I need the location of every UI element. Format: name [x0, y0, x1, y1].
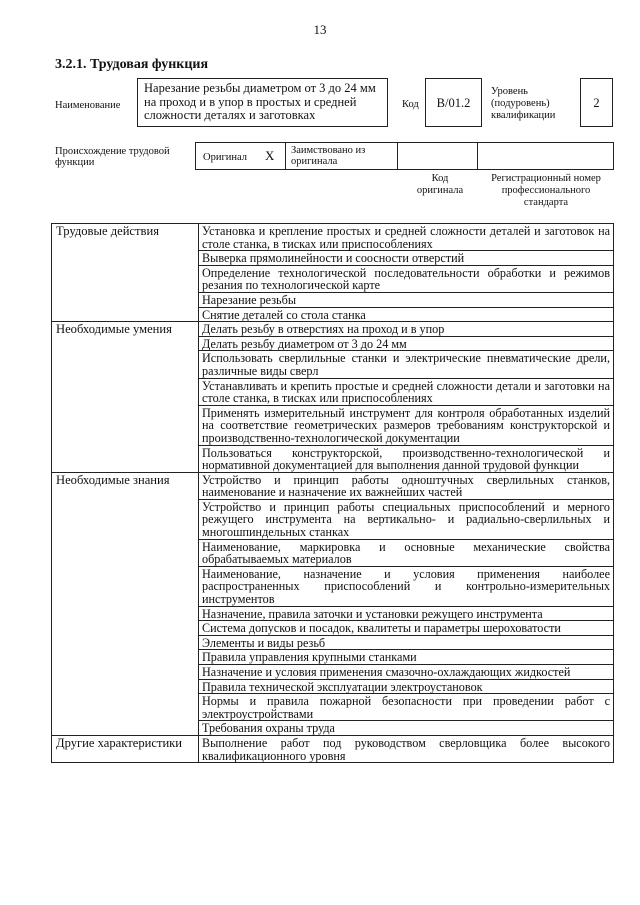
- category-cell: Другие характеристики: [52, 735, 199, 762]
- borrowed-label: [291, 145, 365, 167]
- function-name-box: [137, 78, 388, 127]
- item-cell: Определение технологической последовательности обработки и режимов резания по технологической карте: [199, 265, 614, 292]
- item-cell: Назначение, правила заточки и установки режущего инструмента: [199, 606, 614, 621]
- reg-caption-line: стандарта: [523, 197, 569, 208]
- level-value-box: [580, 78, 613, 127]
- item-cell: Делать резьбу диаметром от 3 до 24 мм: [199, 336, 614, 351]
- original-mark: X: [265, 148, 275, 163]
- code-value-box: [425, 78, 482, 127]
- item-cell: Выполнение работ под руководством сверловщика более высокого квалификационного уровня: [199, 735, 614, 762]
- origin-divider: [285, 142, 286, 170]
- name-label: Наименование: [55, 100, 121, 111]
- item-cell: Назначение и условия применения смазочно-охлаждающих жидкостей: [199, 665, 614, 680]
- item-cell: Нормы и правила пожарной безопасности при проведении работ с электроустройствами: [199, 694, 614, 721]
- table-row: [52, 735, 614, 762]
- item-cell: Делать резьбу в отверстиях на проход и в упор: [199, 322, 614, 337]
- reg-caption: [478, 173, 614, 209]
- item-cell: Устанавливать и крепить простые и средней сложности детали и заготовки на столе станка, в тисках или приспособлениях: [199, 378, 614, 405]
- level-label-line: Уровень: [491, 86, 528, 97]
- origin-divider: [477, 142, 478, 170]
- table-row: [52, 224, 614, 251]
- origin-label-line: Происхождение трудовой: [55, 146, 170, 157]
- page-number: 13: [313, 22, 327, 37]
- item-cell: Правила технической эксплуатации электроустановок: [199, 679, 614, 694]
- table-row: [52, 472, 614, 499]
- origin-label: [55, 146, 170, 168]
- item-cell: Использовать сверлильные станки и электрические пневматические дрели, различные виды сверл: [199, 351, 614, 378]
- item-cell: Выверка прямолинейности и соосности отверстий: [199, 251, 614, 266]
- original-label: Оригинал: [203, 152, 247, 163]
- item-cell: Снятие деталей со стола станка: [199, 307, 614, 322]
- item-cell: Система допусков и посадок, квалитеты и параметры шероховатости: [199, 621, 614, 636]
- origin-label-line: функции: [55, 157, 95, 168]
- category-cell: Необходимые умения: [52, 322, 199, 473]
- origin-box: [195, 142, 614, 170]
- item-cell: Устройство и принцип работы одноштучных сверлильных станков, наименование и назначение их важнейших частей: [199, 472, 614, 499]
- item-cell: Устройство и принцип работы специальных приспособлений и мерного режущего инструмента на вертикально- и радиально-сверлильных и многошпиндельных станках: [199, 499, 614, 539]
- function-name-line: сложности деталях и заготовках: [144, 108, 316, 122]
- code-value: В/01.2: [436, 96, 471, 110]
- level-label-line: (подуровень): [491, 98, 550, 109]
- item-cell: Пользоваться конструкторской, производственно-технологической и нормативной документацией для выполнения данной трудовой функции: [199, 445, 614, 472]
- function-name-line: на проход и в упор в простых и средней: [144, 94, 357, 109]
- item-cell: Требования охраны труда: [199, 721, 614, 736]
- category-cell: Необходимые знания: [52, 472, 199, 735]
- item-cell: Установка и крепление простых и средней сложности деталей и заготовок на столе станка, в тисках или приспособлениях: [199, 224, 614, 251]
- reg-caption-line: профессионального: [501, 185, 591, 196]
- code-label: Код: [402, 99, 419, 110]
- category-cell: Трудовые действия: [52, 224, 199, 322]
- borrowed-label-line: оригинала: [291, 156, 338, 167]
- level-label: [491, 86, 555, 122]
- borrowed-label-line: Заимствовано из: [291, 145, 366, 156]
- code-caption-line: Код: [431, 173, 449, 184]
- section-title: 3.2.1. Трудовая функция: [55, 57, 209, 72]
- table-row: [52, 322, 614, 337]
- reg-caption-line: Регистрационный номер: [491, 173, 601, 184]
- code-caption-line: оригинала: [416, 185, 464, 196]
- item-cell: Наименование, маркировка и основные механические свойства обрабатываемых материалов: [199, 539, 614, 566]
- item-cell: Правила управления крупными станками: [199, 650, 614, 665]
- item-cell: Применять измерительный инструмент для контроля обработанных изделий на соответствие геометрических размеров требованиям конструкторской и производственно-технологической документации: [199, 405, 614, 445]
- function-name-line: Нарезание резьбы диаметром от 3 до 24 мм: [144, 81, 376, 95]
- item-cell: Нарезание резьбы: [199, 292, 614, 307]
- item-cell: Элементы и виды резьб: [199, 635, 614, 650]
- level-label-line: квалификации: [491, 110, 556, 121]
- function-details-table: [51, 223, 614, 763]
- origin-divider: [397, 142, 398, 170]
- item-cell: Наименование, назначение и условия применения наиболее распространенных приспособлений и контрольно-измерительных инструментов: [199, 566, 614, 606]
- level-value: 2: [593, 96, 600, 110]
- code-caption: [405, 173, 475, 197]
